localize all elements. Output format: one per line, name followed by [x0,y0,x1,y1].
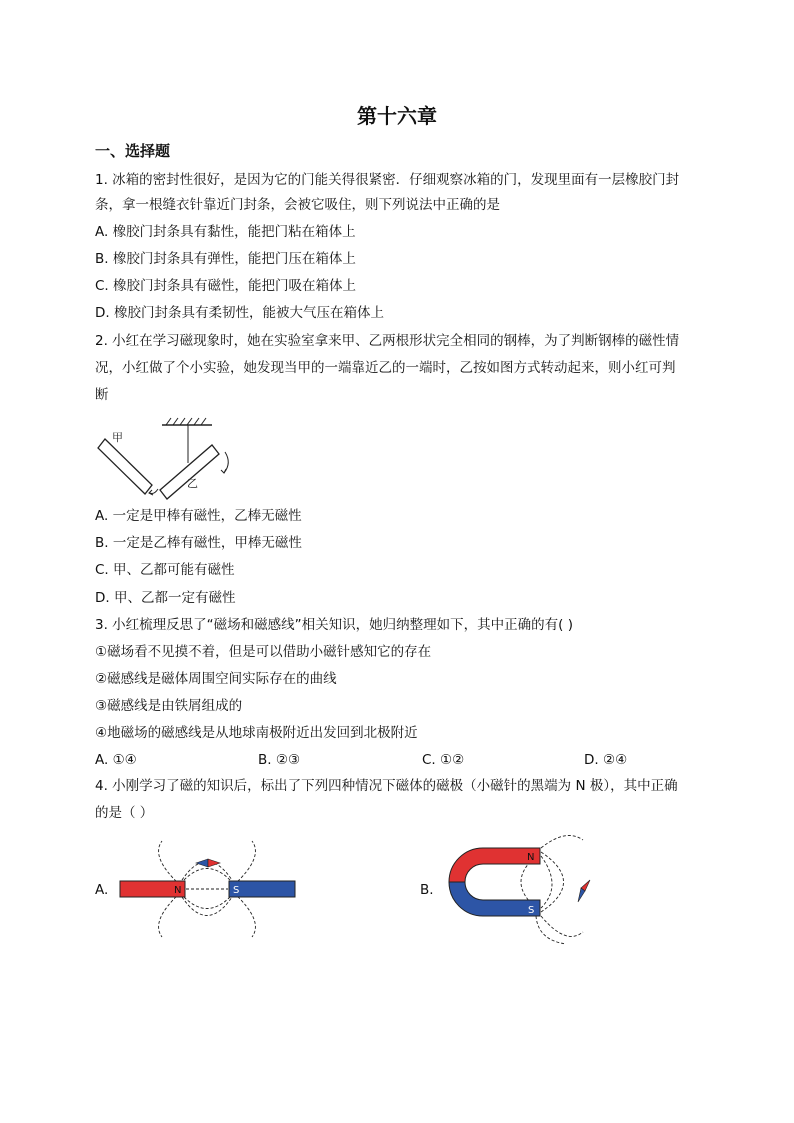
label-jia: 甲 [112,431,123,444]
label-yi: 乙 [187,477,198,490]
ceiling-hatch [166,418,206,425]
q2-text-line-3: 断 [95,387,109,403]
pole-s-b: S [528,905,535,916]
rod-jia [98,439,152,494]
q1-option-b: B. 橡胶门封条具有弹性，能把门压在箱体上 [95,251,356,267]
pole-n-b: N [527,852,535,863]
q3-statement-3: ③磁感线是由铁屑组成的 [95,698,243,714]
q3-option-d: D. ②④ [584,752,628,768]
q2-option-b: B. 一定是乙棒有磁性，甲棒无磁性 [95,535,302,551]
q1-option-d: D. 橡胶门封条具有柔韧性，能被大气压在箱体上 [95,305,384,321]
pole-n-a: N [174,885,182,896]
compass-needle-a [196,859,220,867]
q3-statement-1: ①磁场看不见摸不着，但是可以借助小磁针感知它的存在 [95,644,432,660]
q3-statement-4: ④地磁场的磁感线是从地球南极附近出发回到北极附近 [95,725,418,741]
q3-option-a: A. ①④ [95,752,137,768]
q2-text-line-1: 2. 小红在学习磁现象时，她在实验室拿来甲、乙两根形状完全相同的钢棒，为了判断钢棒的磁性情 [95,333,680,349]
compass-needle-b [578,880,590,902]
q2-text-line-2: 况，小红做了个小实验，她发现当甲的一端靠近乙的一端时，乙按如图方式转动起来，则小红可判 [95,360,676,376]
figure-a-bar-magnets [112,835,302,940]
q1-text-line-2: 条，拿一根缝衣针靠近门封条，会被它吸住，则下列说法中正确的是 [95,197,500,213]
q4-text-line-2: 的是（ ） [95,805,154,821]
q3-option-c: C. ①② [422,752,465,768]
page-title: 第十六章 [357,104,437,128]
figure-b-u-magnet [438,828,598,948]
q1-text-line-1: 1. 冰箱的密封性很好，是因为它的门能关得很紧密．仔细观察冰箱的门，发现里面有一层橡胶门封 [95,172,680,188]
q2-option-c: C. 甲、乙都可能有磁性 [95,562,235,578]
q4-option-b-label: B. [420,882,434,898]
q4-text-line-1: 4. 小刚学习了磁的知识后，标出了下列四种情况下磁体的磁极（小磁针的黑端为 N 极），其中正确 [95,778,678,794]
q1-option-a: A. 橡胶门封条具有黏性，能把门粘在箱体上 [95,224,356,240]
q2-option-a: A. 一定是甲棒有磁性，乙棒无磁性 [95,508,302,524]
rod-yi [160,445,219,499]
q2-option-d: D. 甲、乙都一定有磁性 [95,590,236,606]
u-magnet-blue-arm [449,882,540,916]
q1-option-c: C. 橡胶门封条具有磁性，能把门吸在箱体上 [95,278,357,294]
q3-statement-2: ②磁感线是磁体周围空间实际存在的曲线 [95,671,337,687]
pole-s-a: S [233,885,240,896]
rods-figure [92,415,242,500]
section-heading: 一、选择题 [95,142,171,160]
q3-option-b: B. ②③ [258,752,301,768]
q3-text-line-1: 3. 小红梳理反思了“磁场和磁感线”相关知识，她归纳整理如下，其中正确的有( ) [95,617,573,633]
q4-option-a-label: A. [95,882,109,898]
